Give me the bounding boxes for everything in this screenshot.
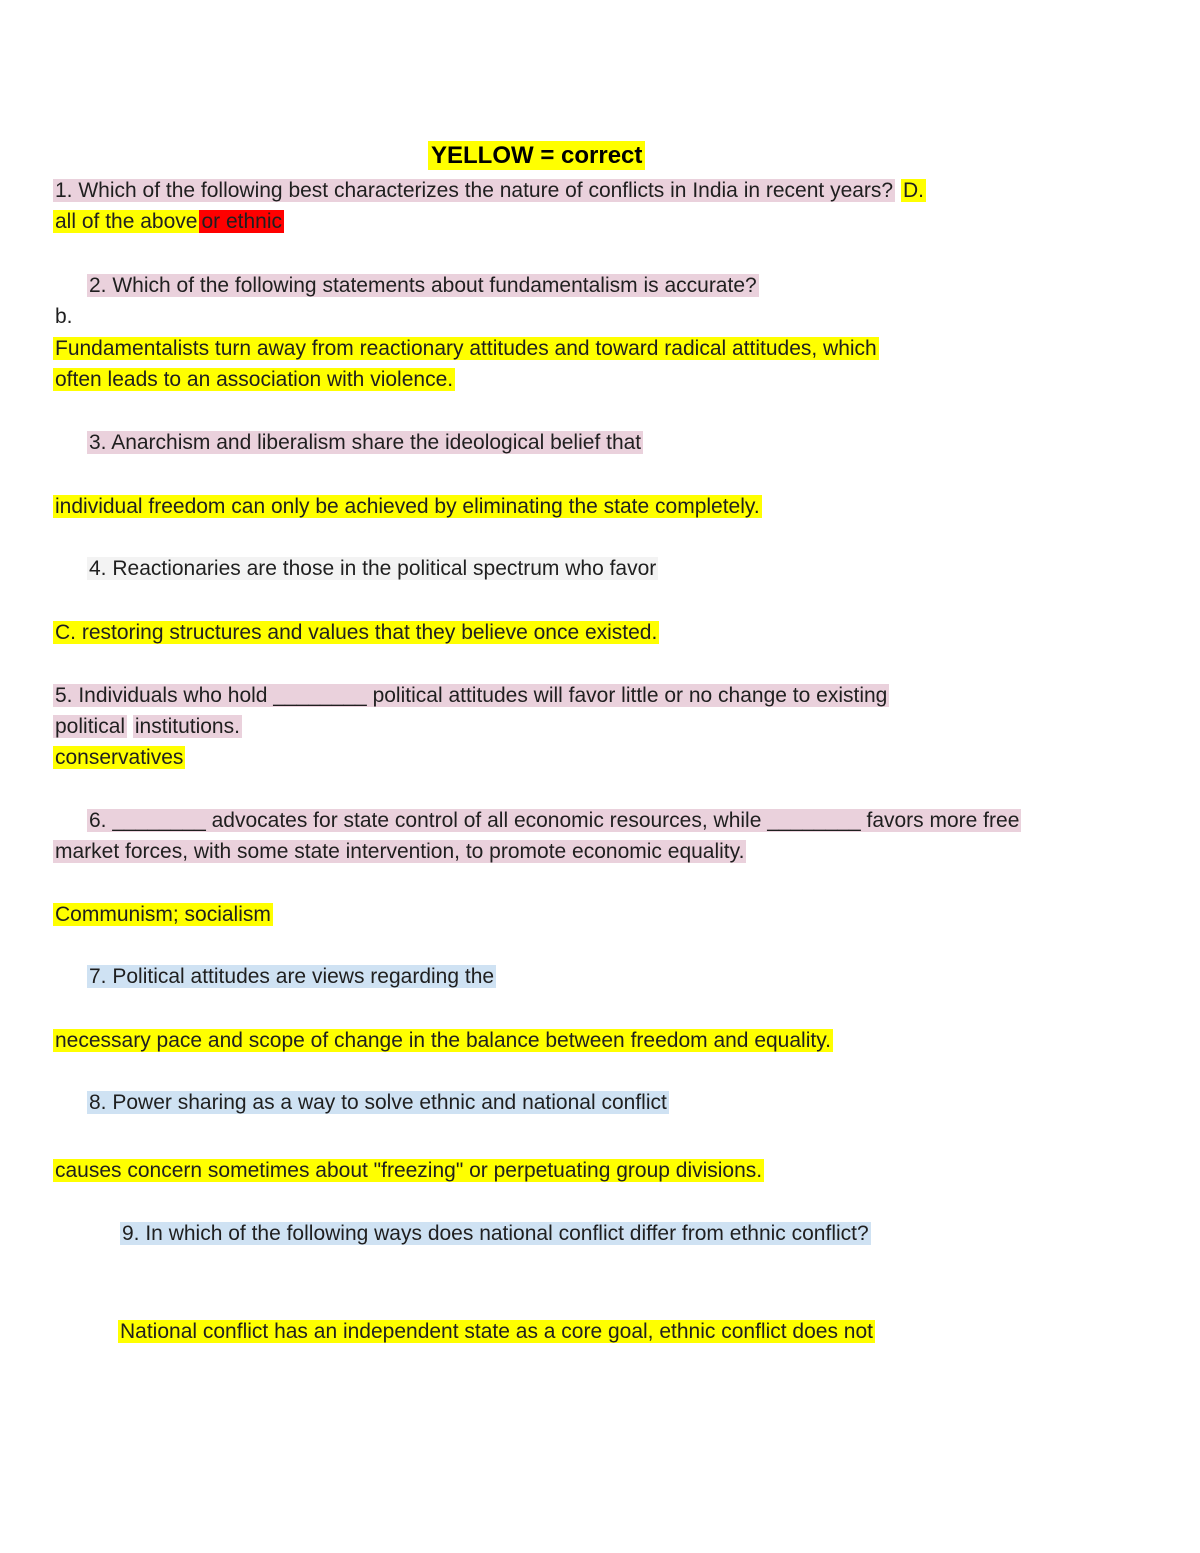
q7-question: 7. Political attitudes are views regarding the <box>89 965 495 988</box>
q1-question-line <box>53 178 926 204</box>
q4-answer-line <box>53 620 659 646</box>
q5-answer-line <box>53 745 185 771</box>
q3-question: 3. Anarchism and liberalism share the ideological belief that <box>89 431 642 454</box>
q2-question-line <box>87 273 759 299</box>
q2-answer-line-1 <box>53 336 879 362</box>
q7-question-line <box>87 964 496 990</box>
q2-question: 2. Which of the following statements about fundamentalism is accurate? <box>89 274 757 297</box>
q1-answer-line <box>53 209 284 235</box>
q9-question: 9. In which of the following ways does national conflict differ from ethnic conflict? <box>122 1222 869 1245</box>
q6-question-1: 6. ________ advocates for state control of all economic resources, while ________ favors more free <box>89 809 1020 832</box>
q9-question-line <box>120 1221 871 1247</box>
q2-answer-line-2 <box>53 367 455 393</box>
q5-answer: conservatives <box>55 746 184 769</box>
q2-answer-2: often leads to an association with violence. <box>55 368 454 391</box>
page-title <box>428 143 645 170</box>
q7-answer: necessary pace and scope of change in the balance between freedom and equality. <box>55 1029 831 1052</box>
q5-question-2a: political <box>55 715 126 738</box>
q4-question-line <box>87 556 658 582</box>
q6-question-line-1 <box>87 808 1021 834</box>
q3-question-line <box>87 430 643 456</box>
q9-answer-line <box>118 1319 875 1345</box>
q5-question-2b: institutions. <box>134 715 240 738</box>
q1-answer-letter: D. <box>902 179 924 202</box>
title-text: YELLOW = correct <box>428 141 645 170</box>
q4-answer: C. restoring structures and values that they believe once existed. <box>55 621 658 644</box>
q1-question: 1. Which of the following best characterizes the nature of conflicts in India in recent years? <box>55 179 894 202</box>
q1-answer: all of the above <box>55 210 198 233</box>
q7-answer-line <box>53 1028 833 1054</box>
q2-letter-line <box>53 304 75 330</box>
q8-question: 8. Power sharing as a way to solve ethnic and national conflict <box>89 1091 667 1114</box>
q5-question-line-1 <box>53 683 889 709</box>
q6-question-2: market forces, with some state intervention, to promote economic equality. <box>55 840 745 863</box>
q2-letter: b. <box>55 305 73 328</box>
q3-answer-line <box>53 494 762 520</box>
q9-answer: National conflict has an independent state as a core goal, ethnic conflict does not <box>120 1320 873 1343</box>
q3-answer: individual freedom can only be achieved by eliminating the state completely. <box>55 495 760 518</box>
q8-answer-line <box>53 1158 764 1184</box>
q1-wrong-answer: or ethnic <box>201 210 282 233</box>
q5-question-line-2 <box>53 714 242 740</box>
q4-question: 4. Reactionaries are those in the political spectrum who favor <box>89 557 657 580</box>
q8-question-line <box>87 1090 669 1116</box>
q6-answer-line <box>53 902 273 928</box>
q5-question-1: 5. Individuals who hold ________ political attitudes will favor little or no change to existing <box>55 684 888 707</box>
q6-question-line-2 <box>53 839 746 865</box>
q8-answer: causes concern sometimes about "freezing" or perpetuating group divisions. <box>55 1159 763 1182</box>
q2-answer-1: Fundamentalists turn away from reactionary attitudes and toward radical attitudes, which <box>55 337 877 360</box>
q6-answer: Communism; socialism <box>55 903 271 926</box>
